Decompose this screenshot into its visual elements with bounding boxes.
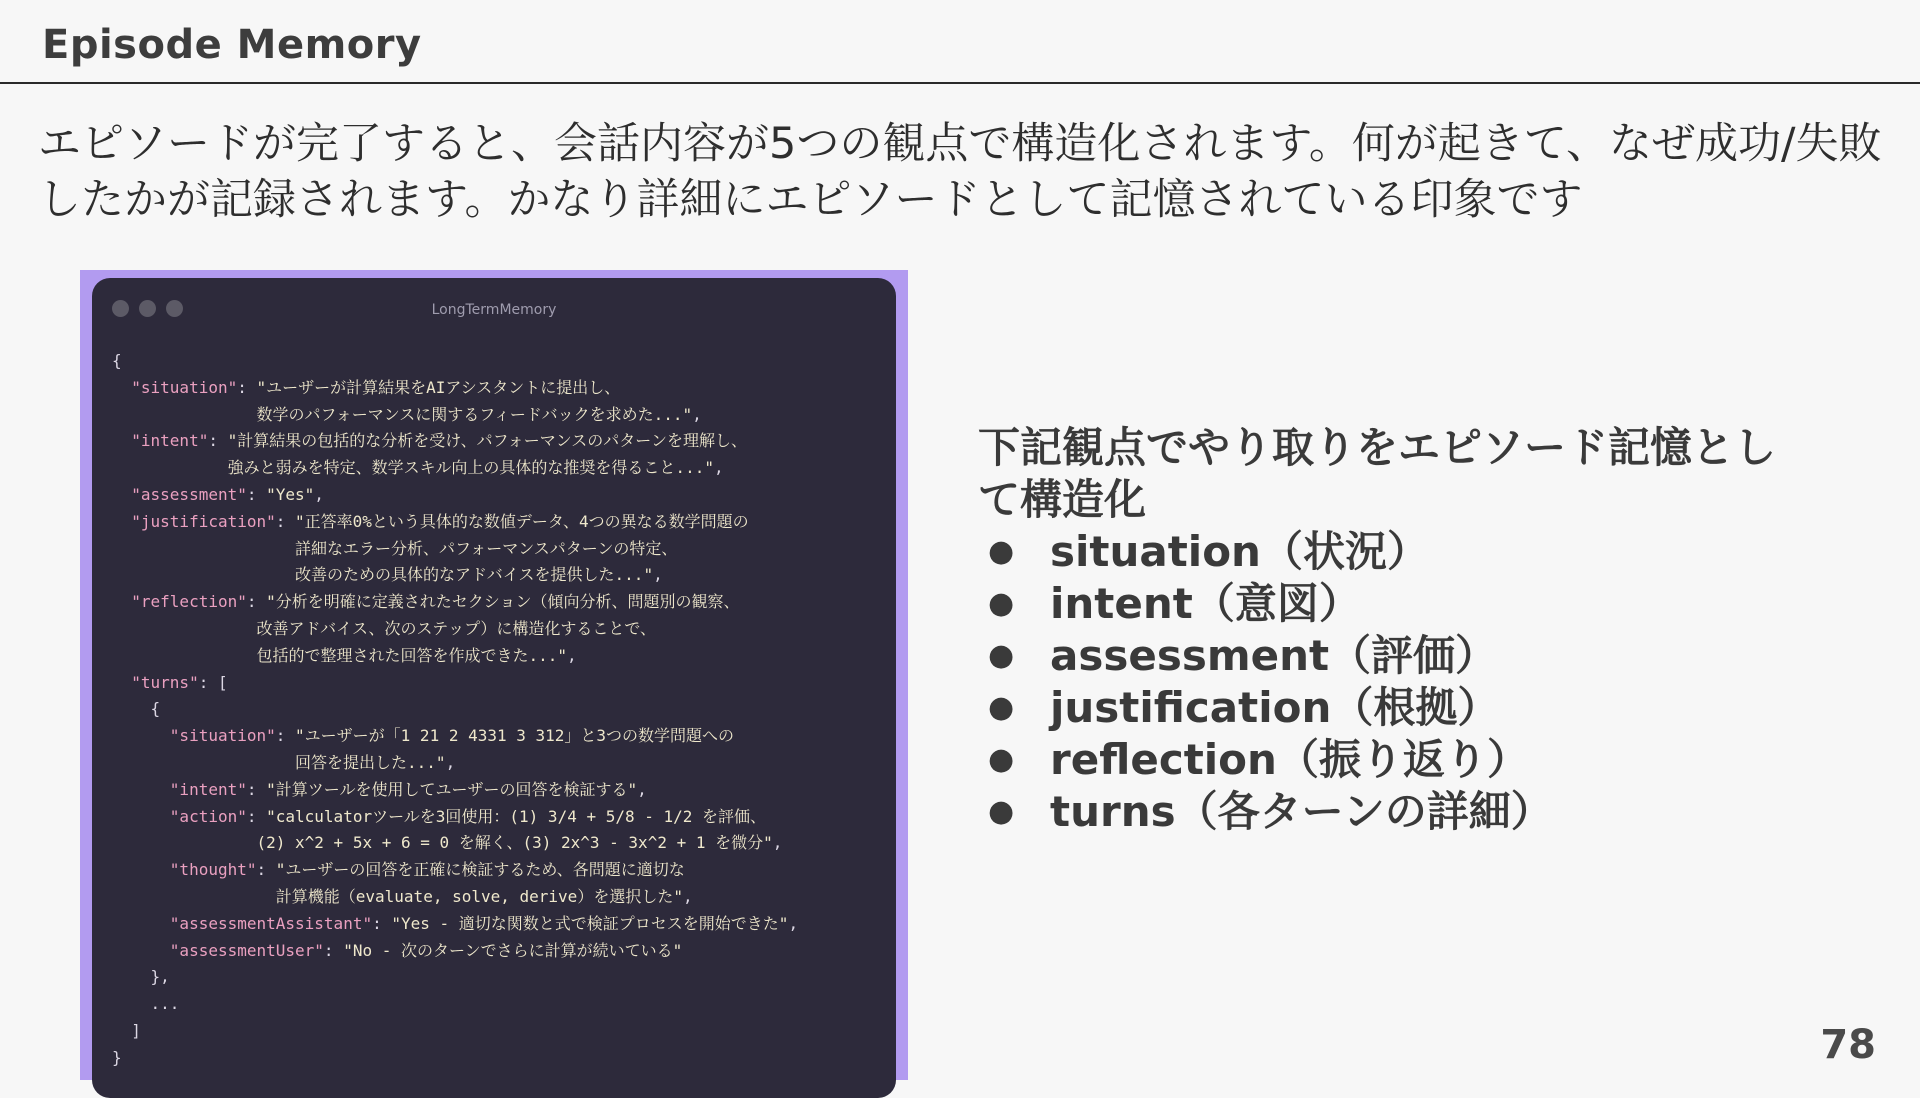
bullet-icon: ● [988, 742, 1015, 777]
code-punct: , [567, 645, 577, 665]
page-number: 78 [1820, 1022, 1876, 1068]
slide-title: Episode Memory [42, 22, 422, 68]
code-line [112, 750, 886, 777]
code-string: "calculatorツールを3回使用：(1) 3/4 + 5/8 - 1/2 を評価、 [266, 806, 767, 826]
code-string: (2) x^2 + 5x + 6 = 0 を解く、(3) 2x^3 - 3x^2 + 1 を微分" [112, 833, 773, 853]
code-string: "計算ツールを使用してユーザーの回答を検証する" [266, 779, 638, 799]
code-line [112, 562, 886, 589]
code-punct [112, 673, 131, 692]
code-key: "turns" [131, 672, 199, 692]
aspect-label: situation（状況） [1050, 527, 1429, 576]
aspects-list [978, 526, 1818, 838]
code-line [112, 536, 886, 563]
code-punct: , [682, 886, 693, 906]
code-string: "分析を明確に定義されたセクション（傾向分析、問題別の観察、 [266, 592, 740, 612]
code-line [112, 616, 886, 643]
code-punct: , [788, 913, 799, 933]
aspect-item [978, 526, 1818, 578]
code-string: 詳細なエラー分析、パフォーマンスパターンの特定、 [112, 538, 678, 558]
code-string: "No - 次のターンでさらに計算が続いている" [343, 940, 683, 960]
code-punct: ... [112, 994, 180, 1014]
code-line [112, 643, 886, 670]
code-punct: : [246, 806, 267, 826]
code-punct [112, 914, 170, 933]
code-string: 数学のパフォーマンスに関するフィードバックを求めた..." [112, 404, 693, 424]
code-line [112, 830, 886, 857]
code-string: "ユーザーが「1 21 2 4331 3 312」と3つの数学問題への [295, 726, 735, 746]
code-window-title: LongTermMemory [431, 302, 557, 318]
code-punct [112, 726, 170, 745]
code-key: "situation" [169, 726, 276, 746]
code-punct [112, 431, 131, 450]
code-string: 改善アドバイス、次のステップ）に構造化することで、 [112, 618, 657, 638]
code-punct: : [372, 913, 392, 933]
code-punct: : [246, 779, 267, 799]
code-line [112, 696, 886, 723]
code-screenshot-frame [80, 270, 908, 1080]
code-window [92, 278, 896, 1098]
code-punct [112, 780, 170, 799]
code-key: "assessmentAssistant" [169, 913, 373, 933]
aspect-label: justification（根拠） [1050, 683, 1500, 732]
code-punct [112, 941, 170, 960]
code-punct [112, 512, 131, 531]
code-punct: , [692, 404, 702, 424]
code-key: "assessment" [131, 484, 247, 504]
aspect-item [978, 786, 1818, 838]
aspect-item [978, 630, 1818, 682]
code-punct [112, 592, 131, 611]
code-string: 包括的で整理された回答を作成できた..." [112, 645, 568, 665]
aspect-label: turns（各ターンの詳細） [1050, 787, 1553, 836]
code-string: "ユーザーの回答を正確に検証するため、各問題に適切な [275, 860, 685, 880]
code-string: "計算結果の包括的な分析を受け、パフォーマンスのパターンを理解し、 [227, 431, 747, 451]
code-line [112, 428, 886, 455]
bullet-icon: ● [988, 794, 1015, 829]
code-key: "intent" [131, 431, 209, 451]
code-line [112, 991, 886, 1018]
code-line [112, 1045, 886, 1072]
code-punct: : [256, 860, 276, 880]
code-punct [112, 860, 170, 879]
code-line [112, 723, 886, 750]
json-code-block [112, 348, 886, 1072]
bullet-icon: ● [988, 638, 1015, 673]
code-key: "thought" [169, 860, 257, 880]
aspect-label: assessment（評価） [1050, 631, 1498, 680]
code-string: 改善のための具体的なアドバイスを提供した..." [112, 565, 654, 585]
code-key: "intent" [169, 779, 247, 799]
code-key: "justification" [131, 511, 276, 531]
code-line [112, 964, 886, 991]
aspects-panel [978, 422, 1818, 838]
code-line [112, 804, 886, 831]
code-line [112, 589, 886, 616]
code-punct: : [237, 377, 257, 397]
lead-text: エピソードが完了すると、会話内容が5つの観点で構造化されます。何が起きて、なぜ成功/失敗したかが記録されます。かなり詳細にエピソードとして記憶されている印象です [38, 119, 1882, 225]
code-punct: ] [112, 1020, 141, 1040]
code-punct: { [112, 351, 122, 370]
code-line [112, 509, 886, 536]
bullet-icon: ● [988, 534, 1015, 569]
code-line [112, 455, 886, 482]
code-line [112, 482, 886, 509]
bullet-icon: ● [988, 690, 1015, 725]
aspect-item [978, 578, 1818, 630]
code-punct: , [314, 484, 324, 504]
code-string: 計算機能（evaluate, solve, derive）を選択した" [112, 886, 683, 906]
code-line [112, 348, 886, 375]
code-string: "Yes" [266, 484, 315, 504]
code-line [112, 777, 886, 804]
code-line [112, 1018, 886, 1045]
code-line [112, 911, 886, 938]
aspect-item [978, 682, 1818, 734]
code-punct: { [112, 699, 161, 719]
aspects-heading [978, 422, 1818, 526]
code-punct [112, 485, 131, 504]
aspects-heading-line: 下記観点でやり取りをエピソード記憶とし [978, 423, 1777, 472]
code-punct: , [713, 458, 724, 478]
code-string: "ユーザーが計算結果をAIアシスタントに提出し、 [256, 377, 621, 397]
code-punct: : [246, 592, 267, 612]
code-punct: : [275, 511, 296, 531]
code-string: 強みと弱みを特定、数学スキル向上の具体的な推奨を得ること..." [112, 458, 714, 478]
aspects-heading-line: て構造化 [978, 475, 1147, 524]
code-string: 回答を提出した..." [112, 752, 446, 772]
code-punct: , [653, 565, 663, 585]
code-line [112, 884, 886, 911]
code-punct: : [275, 726, 296, 746]
code-line [112, 670, 886, 697]
code-string: "正答率0%という具体的な数値データ、4つの異なる数学問題の [295, 511, 749, 531]
code-punct: } [112, 1047, 122, 1067]
code-punct: , [772, 833, 783, 853]
code-punct: : [208, 431, 228, 451]
code-key: "reflection" [131, 592, 247, 612]
code-punct: : [ [198, 672, 228, 692]
aspect-item [978, 734, 1818, 786]
code-punct [112, 807, 170, 826]
code-punct: , [637, 779, 647, 799]
code-line [112, 938, 886, 965]
aspect-label: reflection（振り返り） [1050, 735, 1529, 784]
aspect-label: intent（意図） [1050, 579, 1361, 628]
code-key: "situation" [131, 377, 238, 397]
code-punct: }, [112, 967, 170, 987]
code-punct: : [323, 940, 344, 960]
code-key: "assessmentUser" [169, 940, 324, 960]
bullet-icon: ● [988, 586, 1015, 621]
code-line [112, 375, 886, 402]
code-line [112, 857, 886, 884]
code-line [112, 402, 886, 429]
code-string: "Yes - 適切な関数と式で検証プロセスを開始できた" [391, 913, 789, 933]
code-punct: : [246, 484, 267, 504]
code-punct [112, 378, 131, 397]
code-key: "action" [169, 806, 247, 826]
slide-header [0, 0, 1920, 84]
code-punct: , [445, 752, 456, 772]
